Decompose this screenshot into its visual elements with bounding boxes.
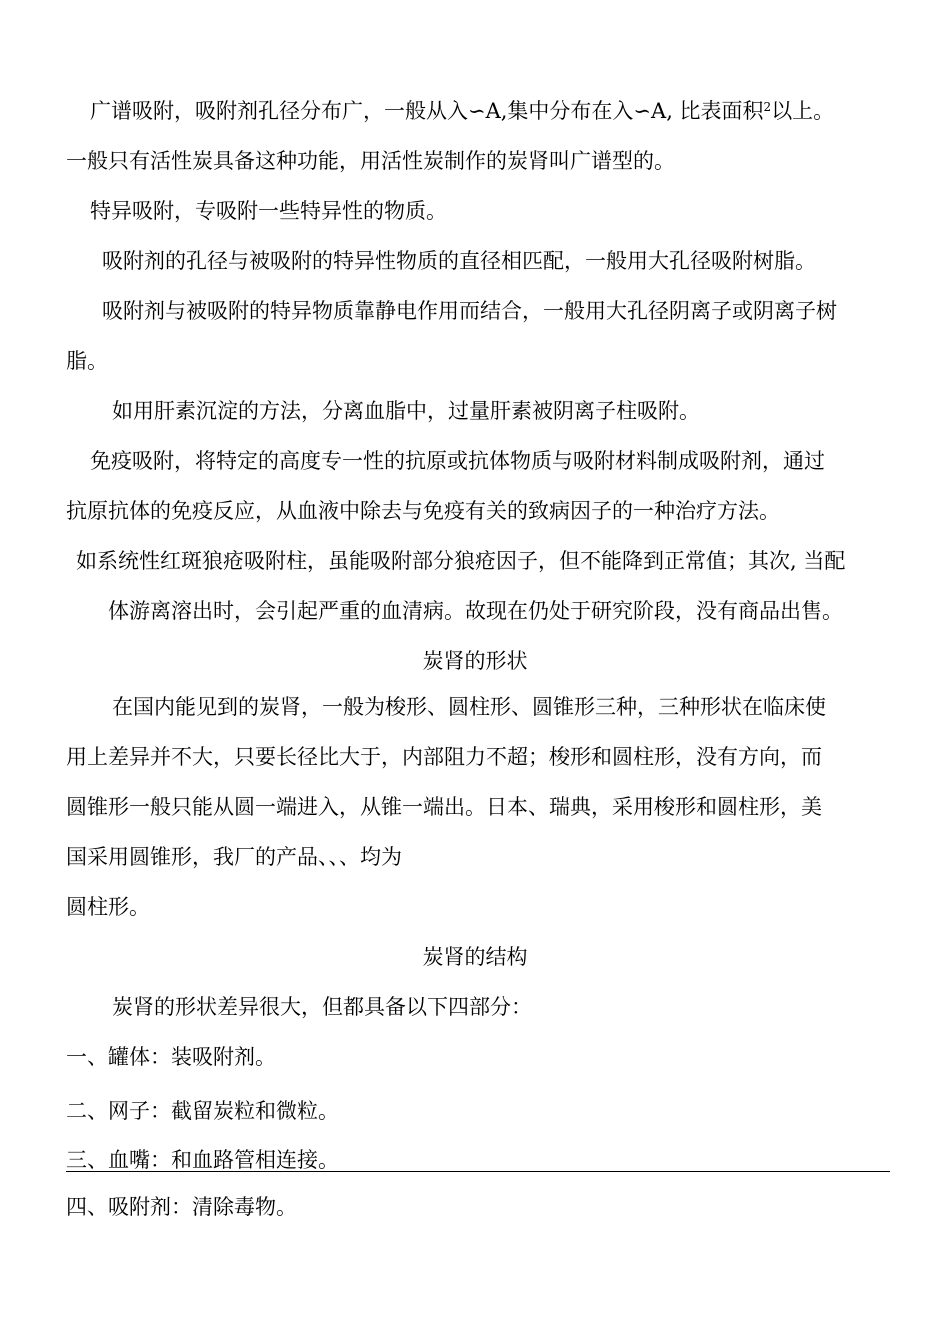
superscript: 2	[763, 100, 772, 114]
paragraph-immune-adsorption: 免疫吸附，将特定的高度专一性的抗原或抗体物质与吸附材料制成吸附剂，通过	[90, 449, 825, 473]
paragraph-line: 炭肾的形状差异很大，但都具备以下四部分：	[112, 995, 532, 1019]
list-item: 一、罐体：装吸附剂。	[66, 1045, 276, 1069]
paragraph-line: 用上差异并不大，只要长径比大于，内部阻力不超；梭形和圆柱形，没有方向，而	[66, 745, 822, 769]
text-run: 广谱吸附，吸附剂孔径分布广，一般从入∽A,集中分布在入∽A, 比表面积	[90, 99, 764, 123]
paragraph-line: 国采用圆锥形，我厂的产品、、、均为	[66, 845, 402, 869]
list-item: 三、血嘴：和血路管相连接。	[66, 1148, 339, 1172]
paragraph-line: 圆锥形一般只能从圆一端进入，从锥一端出。日本、瑞典，采用梭形和圆柱形，美	[66, 795, 822, 819]
list-item: 二、网子：截留炭粒和微粒。	[66, 1099, 339, 1123]
paragraph-specific-adsorption: 特异吸附，专吸附一些特异性的物质。	[90, 199, 447, 223]
paragraph-line: 抗原抗体的免疫反应，从血液中除去与免疫有关的致病因子的一种治疗方法。	[66, 499, 780, 523]
paragraph-line: 体游离溶出时，会引起严重的血清病。故现在仍处于研究阶段，没有商品出售。	[108, 599, 843, 623]
paragraph-line: 一般只有活性炭具备这种功能，用活性炭制作的炭肾叫广谱型的。	[66, 149, 675, 173]
paragraph-line: 吸附剂与被吸附的特异物质靠静电作用而结合，一般用大孔径阴离子或阴离子树	[102, 299, 837, 323]
paragraph-line: 吸附剂的孔径与被吸附的特异性物质的直径相匹配，一般用大孔径吸附树脂。	[102, 249, 816, 273]
list-item: 四、吸附剂：清除毒物。	[66, 1195, 297, 1219]
horizontal-rule	[66, 1171, 890, 1172]
paragraph-line: 如用肝素沉淀的方法，分离血脂中，过量肝素被阴离子柱吸附。	[112, 399, 700, 423]
paragraph-line: 在国内能见到的炭肾，一般为梭形、圆柱形、圆锥形三种，三种形状在临床使	[112, 695, 826, 719]
paragraph-line: 如系统性红斑狼疮吸附柱，虽能吸附部分狼疮因子，但不能降到正常值；其次, 当配	[76, 549, 846, 573]
paragraph-line: 脂。	[66, 349, 108, 373]
paragraph-line: 圆柱形。	[66, 895, 150, 919]
section-heading-shape: 炭肾的形状	[422, 649, 528, 673]
text-run: 以上。	[771, 99, 835, 123]
section-heading-structure: 炭肾的结构	[422, 945, 528, 969]
paragraph-broad-spectrum	[90, 97, 834, 125]
